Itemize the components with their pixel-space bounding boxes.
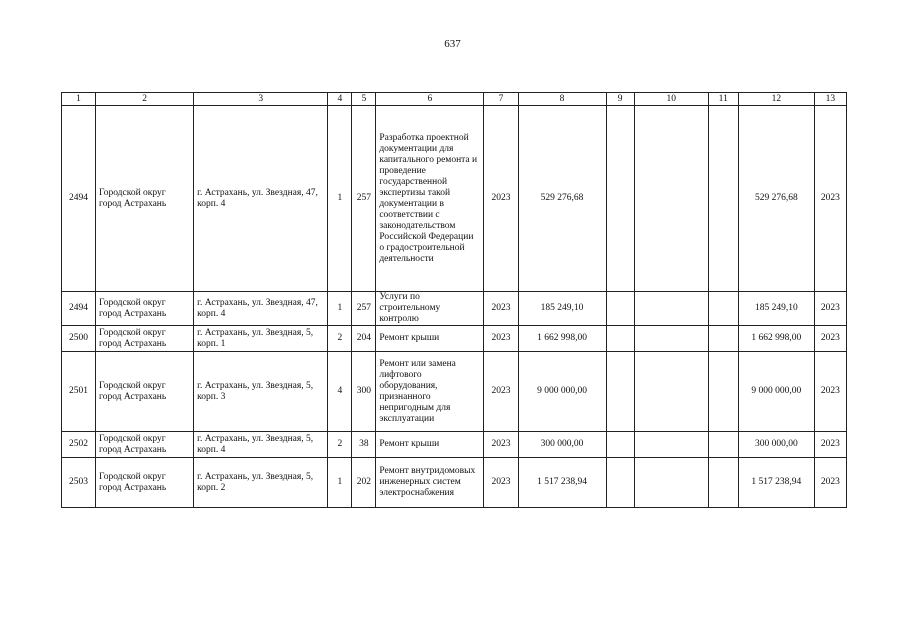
municipality-cell: Городской округ город Астрахань	[96, 106, 194, 292]
total-cost-cell: 9 000 000,00	[738, 352, 814, 432]
apartment-count-cell: 202	[352, 458, 376, 508]
col-10-cell	[634, 432, 708, 458]
entrance-count-cell: 1	[328, 106, 352, 292]
year-cell: 2023	[484, 352, 518, 432]
year-cell: 2023	[484, 432, 518, 458]
col-11-cell	[708, 326, 738, 352]
municipality-cell: Городской округ город Астрахань	[96, 432, 194, 458]
apartment-count-cell: 300	[352, 352, 376, 432]
header-cell: 13	[814, 93, 846, 106]
row-number-cell: 2500	[62, 326, 96, 352]
col-9-cell	[606, 352, 634, 432]
cost-cell: 1 517 238,94	[518, 458, 606, 508]
year-cell: 2023	[484, 326, 518, 352]
table-row	[62, 106, 847, 292]
table-row	[62, 352, 847, 432]
header-cell: 12	[738, 93, 814, 106]
address-cell: г. Астрахань, ул. Звездная, 5, корп. 4	[194, 432, 328, 458]
row-number-cell: 2503	[62, 458, 96, 508]
cost-cell: 300 000,00	[518, 432, 606, 458]
entrance-count-cell: 2	[328, 326, 352, 352]
col-11-cell	[708, 292, 738, 326]
table-row	[62, 292, 847, 326]
address-cell: г. Астрахань, ул. Звездная, 47, корп. 4	[194, 106, 328, 292]
work-type-cell: Ремонт или замена лифтового оборудования, признанного непригодным для эксплуатации	[376, 352, 484, 432]
header-cell: 6	[376, 93, 484, 106]
total-cost-cell: 1 662 998,00	[738, 326, 814, 352]
capital-repair-table	[61, 92, 847, 508]
work-type-cell: Ремонт крыши	[376, 326, 484, 352]
completion-year-cell: 2023	[814, 106, 846, 292]
col-11-cell	[708, 458, 738, 508]
total-cost-cell: 300 000,00	[738, 432, 814, 458]
apartment-count-cell: 257	[352, 106, 376, 292]
cost-cell: 1 662 998,00	[518, 326, 606, 352]
total-cost-cell: 185 249,10	[738, 292, 814, 326]
entrance-count-cell: 4	[328, 352, 352, 432]
header-cell: 8	[518, 93, 606, 106]
header-cell: 9	[606, 93, 634, 106]
address-cell: г. Астрахань, ул. Звездная, 5, корп. 3	[194, 352, 328, 432]
completion-year-cell: 2023	[814, 352, 846, 432]
header-cell: 2	[96, 93, 194, 106]
completion-year-cell: 2023	[814, 326, 846, 352]
header-cell: 1	[62, 93, 96, 106]
col-10-cell	[634, 106, 708, 292]
header-cell: 5	[352, 93, 376, 106]
municipality-cell: Городской округ город Астрахань	[96, 292, 194, 326]
work-type-cell: Услуги по строительному контролю	[376, 292, 484, 326]
municipality-cell: Городской округ город Астрахань	[96, 458, 194, 508]
apartment-count-cell: 38	[352, 432, 376, 458]
apartment-count-cell: 204	[352, 326, 376, 352]
header-cell: 7	[484, 93, 518, 106]
year-cell: 2023	[484, 106, 518, 292]
year-cell: 2023	[484, 458, 518, 508]
year-cell: 2023	[484, 292, 518, 326]
cost-cell: 9 000 000,00	[518, 352, 606, 432]
municipality-cell: Городской округ город Астрахань	[96, 326, 194, 352]
table-row	[62, 432, 847, 458]
header-cell: 4	[328, 93, 352, 106]
table-row	[62, 458, 847, 508]
header-cell: 11	[708, 93, 738, 106]
col-11-cell	[708, 352, 738, 432]
col-10-cell	[634, 292, 708, 326]
col-9-cell	[606, 432, 634, 458]
col-11-cell	[708, 432, 738, 458]
completion-year-cell: 2023	[814, 458, 846, 508]
table-row	[62, 326, 847, 352]
completion-year-cell: 2023	[814, 292, 846, 326]
header-cell: 10	[634, 93, 708, 106]
col-10-cell	[634, 458, 708, 508]
row-number-cell: 2494	[62, 106, 96, 292]
col-10-cell	[634, 352, 708, 432]
header-row	[62, 93, 847, 106]
apartment-count-cell: 257	[352, 292, 376, 326]
header-cell: 3	[194, 93, 328, 106]
completion-year-cell: 2023	[814, 432, 846, 458]
municipality-cell: Городской округ город Астрахань	[96, 352, 194, 432]
work-type-cell: Ремонт внутридомовых инженерных систем электроснабжения	[376, 458, 484, 508]
col-10-cell	[634, 326, 708, 352]
entrance-count-cell: 2	[328, 432, 352, 458]
address-cell: г. Астрахань, ул. Звездная, 5, корп. 1	[194, 326, 328, 352]
cost-cell: 529 276,68	[518, 106, 606, 292]
page-number: 637	[444, 38, 461, 50]
work-type-cell: Ремонт крыши	[376, 432, 484, 458]
total-cost-cell: 529 276,68	[738, 106, 814, 292]
col-9-cell	[606, 106, 634, 292]
row-number-cell: 2502	[62, 432, 96, 458]
row-number-cell: 2501	[62, 352, 96, 432]
col-9-cell	[606, 292, 634, 326]
entrance-count-cell: 1	[328, 292, 352, 326]
col-9-cell	[606, 458, 634, 508]
col-9-cell	[606, 326, 634, 352]
total-cost-cell: 1 517 238,94	[738, 458, 814, 508]
address-cell: г. Астрахань, ул. Звездная, 47, корп. 4	[194, 292, 328, 326]
col-11-cell	[708, 106, 738, 292]
entrance-count-cell: 1	[328, 458, 352, 508]
row-number-cell: 2494	[62, 292, 96, 326]
work-type-cell: Разработка проектной документации для капитального ремонта и проведение государственной экспертизы такой документации в соответствии с законодательством Российской Федерации о градостроительной деятельности	[376, 106, 484, 292]
cost-cell: 185 249,10	[518, 292, 606, 326]
address-cell: г. Астрахань, ул. Звездная, 5, корп. 2	[194, 458, 328, 508]
